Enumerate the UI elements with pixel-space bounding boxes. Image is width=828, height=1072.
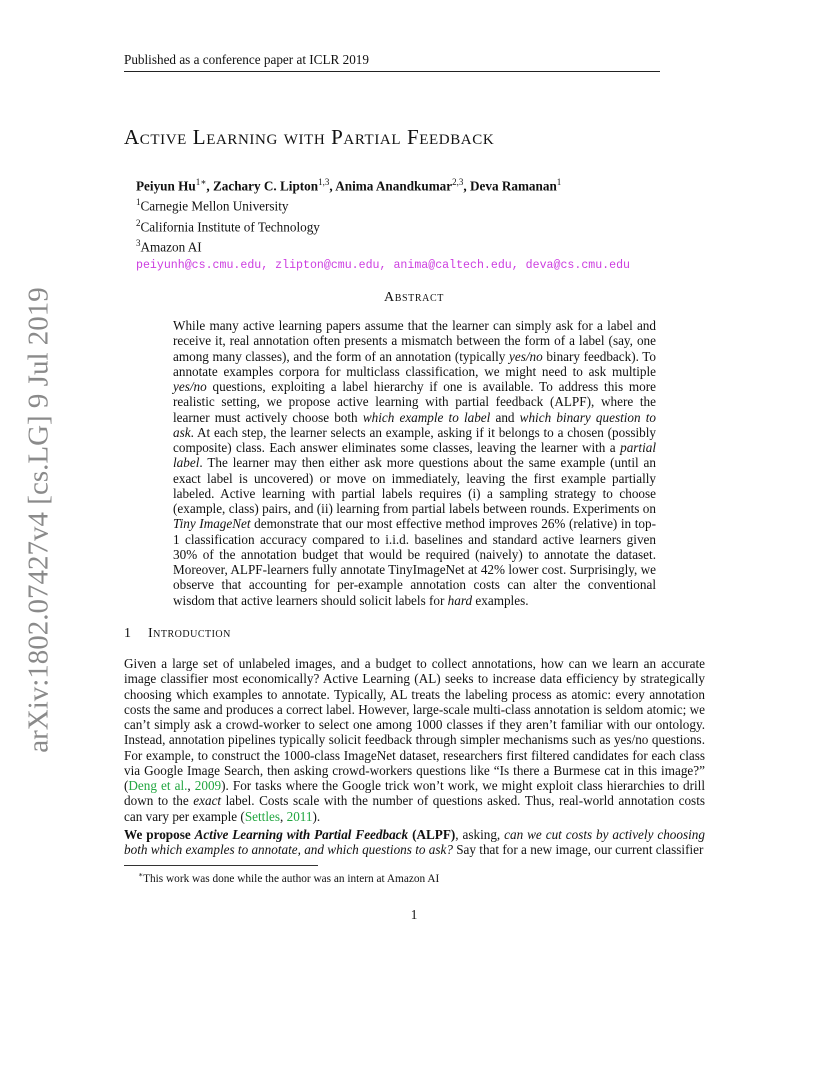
footnote (138, 868, 439, 886)
author-emails: peiyunh@cs.cmu.edu, zlipton@cmu.edu, anima@caltech.edu, deva@cs.cmu.edu (136, 258, 631, 272)
intro-paragraph-2: We propose Active Learning with Partial Feedback (ALPF), asking, can we cut costs by actively choosing both which examples to annotate, and which questions to ask? Say that for a new image, our current classifier (124, 827, 705, 858)
author-footnote-mark: ∗ (200, 177, 207, 187)
running-header: Published as a conference paper at ICLR 2019 (124, 52, 660, 72)
abstract-text: While many active learning papers assume that the learner can simply ask for a label and receive it, real annotation often presents a mismatch between the form of a label (say, one among many classes), and the form of an annotation (typically yes/no binary feedback). To annotate examples corpora for multiclass classification, we might need to ask multiple yes/no questions, exploiting a label hierarchy if one is available. To address this more realistic setting, we propose active learning with partial feedback (ALPF), where the learner must actively choose both which example to label and which binary question to ask. At each step, the learner selects an example, asking if it belongs to a chosen (possibly composite) class. Each answer eliminates some classes, leaving the learner with a partial label. The learner may then either ask more questions about the same example (until an exact label is uncovered) or move on immediately, leaving the first example partially labeled. Active learning with partial labels requires (i) a sampling strategy to choose (example, class) pairs, and (ii) learning from partial labels between rounds. Experiments on Tiny ImageNet demonstrate that our most effective method improves 26% (relative) in top-1 classification accuracy compared to i.i.d. baselines and standard active learners given 30% of the annotation budget that would be required (naively) to annotate the dataset. Moreover, ALPF-learners fully annotate TinyImageNet at 42% lower cost. Surprisingly, we observe that accounting for per-example annotation costs can alter the conventional wisdom that active learners should solicit labels for hard examples. (173, 318, 656, 608)
author-name: Zachary C. Lipton (212, 178, 319, 194)
footnote-mark: ∗ (138, 870, 144, 879)
abstract-heading: Abstract (384, 290, 444, 305)
author-name: Peiyun Hu (136, 178, 196, 194)
section-title: Introduction (148, 626, 231, 641)
email-link[interactable]: anima@caltech.edu (393, 258, 512, 272)
section-number: 1 (124, 626, 131, 641)
author-names: Peiyun $Hu^{1∗}$, Zachary C. Lipton$^{1,3}$, Anima Anandkumar$^{2,3}$, Deva Ramanan$^1$ (136, 177, 562, 194)
email-link[interactable]: zlipton@cmu.edu (275, 258, 380, 272)
affiliation: $^2$California Institute of Technology (136, 217, 320, 235)
author-affil-sup: 1 (195, 177, 201, 187)
author-name: Deva Ramanan (469, 178, 557, 194)
intro-paragraph-1: Given a large set of unlabeled images, and a budget to collect annotations, how can we learn an accurate image classifier most economically? Active Learning (AL) seeks to increase data efficiency by strategically choosing which examples to annotate. Typically, AL treats the labeling process as atomic: every annotation costs the same and produces a correct label. However, large-scale multi-class annotation is seldom atomic; we can’t simply ask a crowd-worker to select one among 1000 classes if they aren’t familiar with our ontology. Instead, annotation pipelines typically solicit feedback through simpler mechanisms such as yes/no questions. For example, to construct the 1000-class ImageNet dataset, researchers first filtered candidates for each class via Google Image Search, then asking crowd-workers questions like “Is there a Burmese cat in this image?” (Deng et al., 2009). For tasks where the Google trick won’t work, we might exploit class hierarchies to drill down to the exact label. Costs scale with the number of questions asked. Thus, real-world annotation costs can vary per example (Settles, 2011). (124, 656, 705, 824)
section-heading (124, 625, 231, 643)
affiliation: $^3$Amazon AI (136, 238, 202, 255)
paper-title: Active Learning with Partial Feedback (124, 125, 495, 149)
author-affil-sup: 1 (556, 177, 562, 187)
author-affil-sup: 2,3 (452, 177, 464, 187)
email-link[interactable]: peiyunh@cs.cmu.edu (136, 258, 262, 272)
author-affil-sup: 1,3 (318, 177, 330, 187)
footnote-rule (124, 865, 318, 866)
author-block (136, 174, 736, 274)
page-number: 1 (410, 907, 418, 922)
affiliation: $^1$Carnegie Mellon University (136, 197, 289, 214)
footnote-text: This work was done while the author was an intern at Amazon AI (143, 872, 440, 885)
arxiv-stamp: arXiv:1802.07427v4 [cs.LG] 9 Jul 2019 (22, 287, 55, 753)
email-link[interactable]: deva@cs.cmu.edu (525, 258, 631, 272)
author-name: Anima Anandkumar (335, 178, 453, 194)
